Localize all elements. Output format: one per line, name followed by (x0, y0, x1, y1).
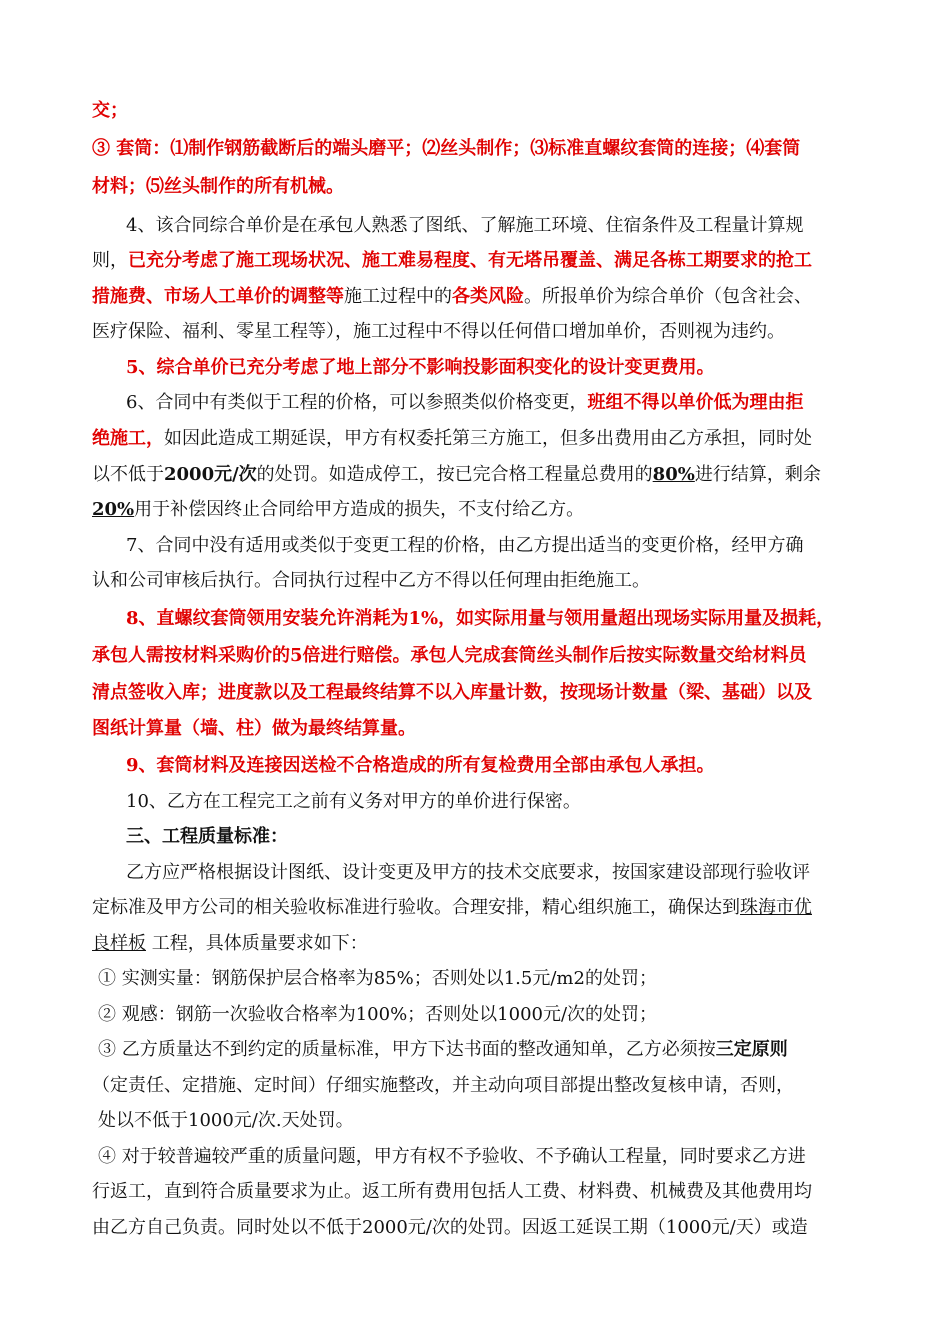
list-item (98, 1037, 788, 1063)
text-run: 6、合同中有类似于工程的价格，可以参照类似价格变更， (126, 392, 588, 413)
text-run: 施工过程中的 (344, 286, 452, 307)
text-run: 已充分考虑了施工现场状况、施工难易程度、有无塔吊覆盖、满足各栋工期要求的抢工 (128, 250, 812, 271)
text-run: 措施费、市场人工单价的调整等 (92, 286, 344, 307)
text-line: ③ 套筒：⑴制作钢筋截断后的端头磨平；⑵丝头制作；⑶标准直螺纹套筒的连接；⑷套筒 (92, 138, 801, 159)
text-run: 进行结算，剩余 (694, 464, 821, 485)
section-heading: 三、工程质量标准： (126, 826, 288, 847)
text-line: 由乙方自己负责。同时处以不低于2000元/次的处罚。因返工延误工期（1000元/天）或造 (92, 1217, 808, 1238)
list-item: ① 实测实量：钢筋保护层合格率为85%；否则处以1.5元/m2的处罚； (98, 968, 657, 989)
text-line (92, 284, 812, 310)
text-line: 乙方应严格根据设计图纸、设计变更及甲方的技术交底要求，按国家建设部现行验收评 (126, 862, 810, 883)
text-line: 材料；⑸丝头制作的所有机械。 (92, 176, 344, 197)
text-run: 三定原则 (715, 1039, 788, 1060)
list-item: ② 观感：钢筋一次验收合格率为100%；否则处以1000元/次的处罚； (98, 1004, 658, 1025)
text-run: 。所报单价为综合单价（包含社会、 (524, 286, 812, 307)
text-run: 工程，具体质量要求如下： (146, 933, 368, 954)
text-line: 图纸计算量（墙、柱）做为最终结算量。 (92, 718, 416, 739)
text-run: 班组不得以单价低为理由拒 (587, 392, 804, 413)
text-run: 2000元/次 (164, 464, 257, 485)
text-line (92, 931, 368, 957)
text-run: 则， (92, 250, 128, 271)
text-run: 以不低于 (92, 464, 164, 485)
text-line: （定责任、定措施、定时间）仔细实施整改，并主动向项目部提出整改复核申请，否则， (92, 1075, 794, 1096)
text-line (126, 390, 803, 416)
text-run: 80% (652, 464, 695, 485)
text-line: 处以不低于1000元/次.天处罚。 (98, 1110, 354, 1131)
text-line (92, 895, 812, 921)
text-line (92, 462, 821, 488)
text-run: ③ 乙方质量达不到约定的质量标准，甲方下达书面的整改通知单，乙方必须按 (98, 1039, 716, 1060)
text-line: 交； (92, 100, 128, 121)
text-line (92, 497, 584, 523)
text-run: 20% (92, 499, 135, 520)
text-line (92, 248, 812, 274)
text-run: 定标准及甲方公司的相关验收标准进行验收。合理安排，精心组织施工，确保达到 (92, 897, 740, 918)
text-line (92, 426, 812, 452)
text-run: 良样板 (92, 933, 146, 954)
text-line: 10、乙方在工程完工之前有义务对甲方的单价进行保密。 (126, 791, 581, 812)
text-line: 医疗保险、福利、零星工程等），施工过程中不得以任何借口增加单价，否则视为违约。 (92, 321, 785, 342)
text-line: 7、合同中没有适用或类似于变更工程的价格，由乙方提出适当的变更价格，经甲方确 (126, 535, 804, 556)
text-line: 9、套筒材料及连接因送检不合格造成的所有复检费用全部由承包人承担。 (126, 755, 715, 776)
text-line: 认和公司审核后执行。合同执行过程中乙方不得以任何理由拒绝施工。 (92, 570, 650, 591)
text-run: 的处罚。如造成停工，按已完合格工程量总费用的 (256, 464, 653, 485)
text-line: 8、直螺纹套筒领用安装允许消耗为1%，如实际用量与领用量超出现场实际用量及损耗， (126, 608, 835, 629)
text-line: 清点签收入库；进度款以及工程最终结算不以入库量计数，按现场计数量（梁、基础）以及 (92, 682, 812, 703)
text-run: 绝施工， (92, 428, 164, 449)
text-run: 珠海市优 (740, 897, 812, 918)
text-run: 各类风险 (452, 286, 524, 307)
list-item: ④ 对于较普遍较严重的质量问题，甲方有权不予验收、不予确认工程量，同时要求乙方进 (98, 1146, 806, 1167)
text-line: 5、综合单价已充分考虑了地上部分不影响投影面积变化的设计变更费用。 (126, 357, 715, 378)
text-line: 承包人需按材料采购价的5倍进行赔偿。承包人完成套筒丝头制作后按实际数量交给材料员 (92, 645, 807, 666)
text-run: 如因此造成工期延误，甲方有权委托第三方施工，但多出费用由乙方承担，同时处 (164, 428, 812, 449)
text-line: 行返工，直到符合质量要求为止。返工所有费用包括人工费、材料费、机械费及其他费用均 (92, 1181, 812, 1202)
text-line: 4、该合同综合单价是在承包人熟悉了图纸、了解施工环境、住宿条件及工程量计算规 (126, 215, 804, 236)
text-run: 用于补偿因终止合同给甲方造成的损失，不支付给乙方。 (134, 499, 585, 520)
